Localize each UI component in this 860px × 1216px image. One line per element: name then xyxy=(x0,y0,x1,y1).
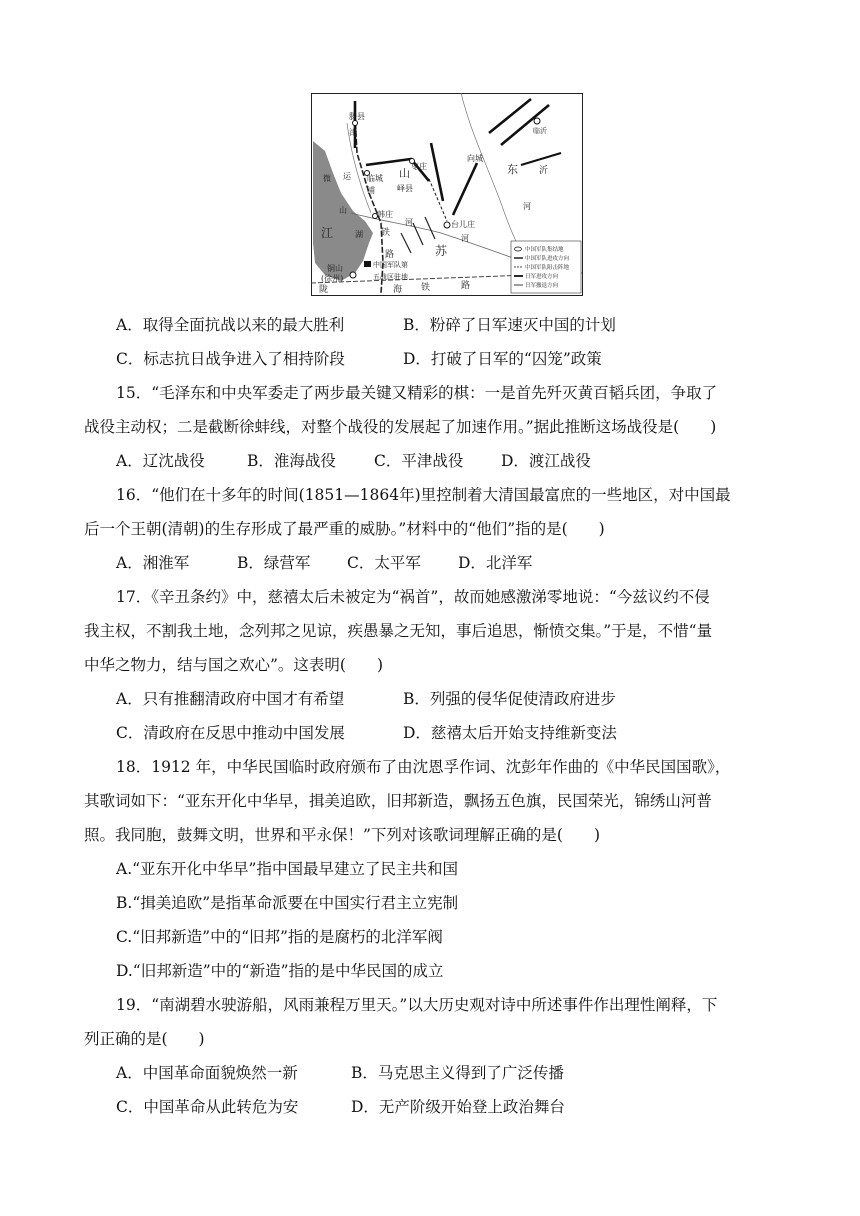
map-label-wei: 微 xyxy=(323,174,331,183)
q15-option-c: C．平津战役 xyxy=(374,452,464,470)
q19-option-a: A．中国革命面貌焕然一新 xyxy=(116,1064,298,1082)
map-label-hq1: 中国军队第 xyxy=(373,261,408,269)
q15-stem-line1: 15．“毛泽东和中央军委走了两步最关键又精彩的棋：一是首先歼灭黄百韬兵团，争取了 xyxy=(116,384,718,402)
q14-option-a: A．取得全面抗战以来的最大胜利 xyxy=(116,316,345,334)
q18-option-b: B.“揖美追欧”是指革命派要在中国实行君主立宪制 xyxy=(116,894,459,912)
map-label-taierzhuang: 台儿庄 xyxy=(451,220,475,229)
q18-option-d: D.“旧邦新造”中的“新造”指的是中华民国的成立 xyxy=(116,962,444,980)
legend-item-1: 中国军队进攻方向 xyxy=(525,256,570,262)
map-legend xyxy=(511,241,581,293)
map-label-shan2: 山 xyxy=(339,206,347,215)
map-label-linyi: 临沂 xyxy=(533,127,547,135)
map-label-tengxian: 滕县 xyxy=(349,112,365,121)
q14-option-b: B．粉碎了日军速灭中国的计划 xyxy=(403,316,616,334)
q16-stem-line2: 后一个王朝(清朝)的生存形成了最严重的威胁。”材料中的“他们”指的是( ) xyxy=(84,520,605,538)
q18-stem-line2: 其歌词如下：“亚东开化中华早，揖美追欧，旧邦新造，飘扬五色旗，民国荣光，锦绣山河普 xyxy=(84,792,712,810)
q19-option-b: B．马克思主义得到了广泛传播 xyxy=(351,1064,564,1082)
q17-option-a: A．只有推翻清政府中国才有希望 xyxy=(116,690,345,708)
q17-stem-line3: 中华之物力，结与国之欢心”。这表明( ) xyxy=(84,656,384,674)
q19-stem-line2: 列正确的是( ) xyxy=(84,1030,205,1048)
map-label-lu: 路 xyxy=(385,250,395,260)
q15-stem-line2: 战役主动权；二是截断徐蚌线，对整个战役的发展起了加速作用。”据此推断这场战役是( ) xyxy=(84,418,717,436)
map-label-zaozhuang: 枣庄 xyxy=(411,162,427,171)
map-label-hai: 海 xyxy=(393,285,403,295)
map-label-hq2: 五战区驻地 xyxy=(373,273,408,281)
q16-option-a: A．湘淮军 xyxy=(116,554,190,572)
map-label-shan: 山 xyxy=(399,167,410,180)
map-label-dong: 东 xyxy=(507,163,518,176)
map-label-hanzhuang: 韩庄 xyxy=(377,210,393,219)
map-label-su: 苏 xyxy=(435,244,448,258)
q17-option-d: D．慈禧太后开始支持维新变法 xyxy=(403,724,617,742)
map-label-he3: 河 xyxy=(461,234,469,243)
q19-option-c: C．中国革命从此转危为安 xyxy=(116,1098,299,1116)
map-label-tie: 铁 xyxy=(381,228,391,238)
q16-stem-line1: 16．“他们在十多年的时间(1851—1864年)里控制着大清国最富庶的一些地区，对中国最 xyxy=(116,486,731,504)
q16-option-b: B．绿营军 xyxy=(237,554,311,572)
legend-item-3: 日军进攻方向 xyxy=(525,274,559,280)
map-label-xuzhou: (徐州) xyxy=(321,274,344,283)
q17-option-c: C．清政府在反思中推动中国发展 xyxy=(116,724,345,742)
legend-item-4: 日军撤退方向 xyxy=(525,283,559,289)
q16-option-c: C．太平军 xyxy=(347,554,421,572)
q16-option-d: D．北洋军 xyxy=(458,554,533,572)
map-label-jiang: 江 xyxy=(321,226,334,240)
q18-stem-line1: 18．1912 年，中华民国临时政府颁布了由沈恩孚作词、沈彭年作曲的《中华民国国歌》， xyxy=(116,758,731,776)
q18-option-a: A.“亚东开化中华早”指中国最早建立了民主共和国 xyxy=(116,860,458,878)
q18-option-c: C.“旧邦新造”中的“旧邦”指的是腐朽的北洋军阀 xyxy=(116,928,443,946)
map-label-yixian: 峄县 xyxy=(397,184,413,193)
q17-stem-line1: 17．《辛丑条约》中，慈禧太后未被定为“祸首”，故而她感激涕零地说：“今兹议约不侵 xyxy=(116,588,710,606)
map-label-jin: 津 xyxy=(349,128,357,137)
q17-stem-line2: 我主权，不割我土地，念列邦之见谅，疾愚暴之无知，事后追思，惭愤交集。”于是，不惜“量 xyxy=(84,622,713,640)
q19-option-d: D．无产阶级开始登上政治舞台 xyxy=(351,1098,565,1116)
q17-option-b: B．列强的侵华促使清政府进步 xyxy=(403,690,616,708)
map-label-hu: 湖 xyxy=(355,230,363,239)
legend-item-0: 中国军队集结地 xyxy=(525,247,564,253)
q15-option-d: D．渡江战役 xyxy=(501,452,591,470)
map-label-long: 陇 xyxy=(319,285,329,295)
map-label-lincheng: 临城 xyxy=(367,174,383,183)
map-label-he2: 河 xyxy=(405,218,413,227)
battle-map xyxy=(311,93,583,296)
q18-stem-line3: 照。我同胞，鼓舞文明，世界和平永保！”下列对该歌词理解正确的是( ) xyxy=(84,826,601,844)
map-label-yi: 沂 xyxy=(539,166,549,176)
q15-option-a: A．辽沈战役 xyxy=(116,452,205,470)
map-label-xiangcheng: 向城 xyxy=(467,154,483,163)
legend-item-2: 中国军队阻击阵地 xyxy=(525,265,570,271)
map-label-he: 河 xyxy=(523,202,531,211)
map-label-tie2: 铁 xyxy=(421,283,431,293)
q14-option-c: C．标志抗日战争进入了相持阶段 xyxy=(116,350,345,368)
map-label-pu: 浦 xyxy=(367,186,375,195)
q14-option-d: D．打破了日军的“囚笼”政策 xyxy=(403,350,602,368)
q19-stem-line1: 19．“南湖碧水驶游船，风雨兼程万里天。”以大历史观对诗中所述事件作出理性阐释，下 xyxy=(116,996,718,1014)
map-label-yun: 运 xyxy=(343,172,351,181)
q15-option-b: B．淮海战役 xyxy=(247,452,336,470)
map-label-tongshan: 铜山 xyxy=(327,264,343,273)
map-label-lu2: 路 xyxy=(461,281,471,291)
